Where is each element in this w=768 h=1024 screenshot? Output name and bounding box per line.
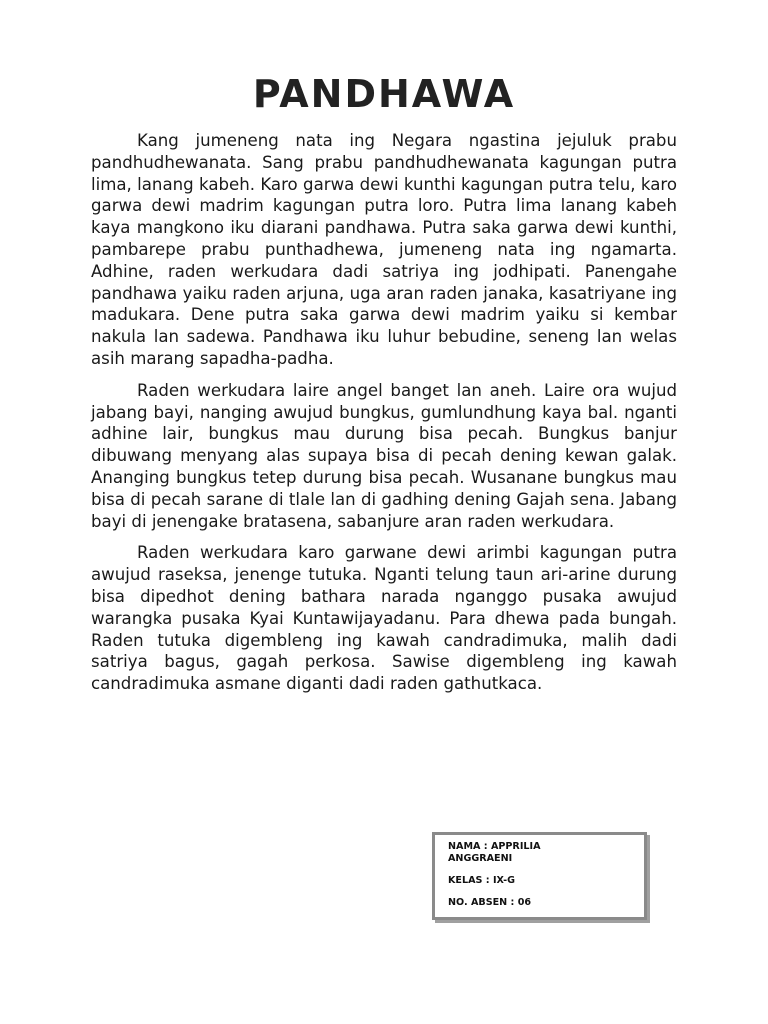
spacer	[448, 865, 644, 875]
student-name-line1: NAMA : APPRILIA	[448, 841, 541, 852]
paragraph-2: Raden werkudara laire angel banget lan aneh. Laire ora wujud jabang bayi, nanging awujud bungkus, gumlundhung kaya bal. nganti adhine lair, bungkus mau durung bisa pecah. Bungkus banjur dibuwang menyang alas supaya bisa di pecah dening kewan galak. Ananging bungkus tetep durung bisa pecah. Wusanane bungkus mau bisa di pecah sarane di tlale lan di gadhing dening Gajah sena. Jabang bayi di jenengake bratasena, sabanjure aran raden werkudara.	[91, 380, 677, 531]
paragraph-3: Raden werkudara karo garwane dewi arimbi kagungan putra awujud raseksa, jenenge tutuka. Nganti telung taun ari-arine durung bisa dipedhot dening bathara narada nganggo pusaka awujud warangka pusaka Kyai Kuntawijayadanu. Para dhewa pada bungah. Raden tutuka digembleng ing kawah candradimuka, malih dadi satriya bagus, gagah perkosa. Sawise digembleng ing kawah candradimuka asmane diganti dadi raden gathutkaca.	[91, 543, 677, 694]
document-title: PANDHAWA	[252, 72, 516, 116]
spacer	[448, 887, 644, 897]
student-info-box	[432, 832, 647, 920]
paragraph-1: Kang jumeneng nata ing Negara ngastina jejuluk prabu pandhudhewanata. Sang prabu pandhudhewanata kagungan putra lima, lanang kabeh. Karo garwa dewi kunthi kagungan putra telu, karo garwa dewi madrim kagungan putra loro. Putra lima lanang kabeh kaya mangkono iku diarani pandhawa. Putra saka garwa dewi kunthi, pambarepe prabu punthadhewa, jumeneng nata ing ngamarta. Adhine, raden werkudara dadi satriya ing jodhipati. Panengahe pandhawa yaiku raden arjuna, uga aran raden janaka, kasatriyane ing madukara. Dene putra saka garwa dewi madrim yaiku si kembar nakula lan sadewa. Pandhawa iku luhur bebudine, seneng lan welas asih marang sapadha-padha.	[91, 131, 677, 368]
student-class: KELAS : IX-G	[448, 875, 515, 886]
document-body	[91, 130, 677, 705]
student-name-line2: ANGGRAENI	[448, 853, 513, 864]
student-absen: NO. ABSEN : 06	[448, 897, 532, 908]
